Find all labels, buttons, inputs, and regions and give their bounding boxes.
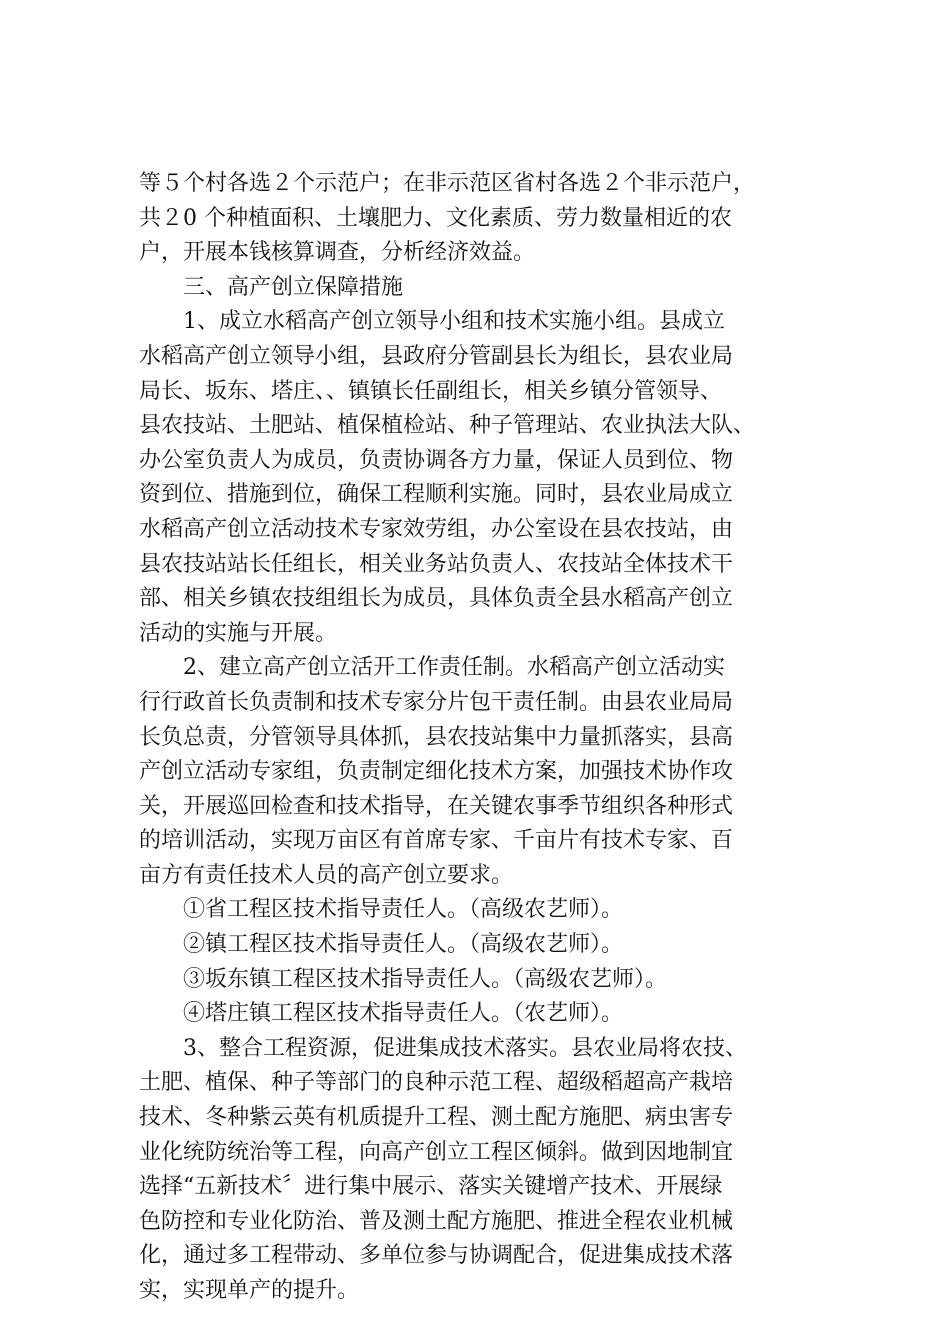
text-line: 县农技站、土肥站、植保植检站、种子管理站、农业执法大队、 — [139, 413, 756, 439]
text-line: 实，实现单产的提升。 — [139, 1278, 360, 1303]
text-line: 选择“五新技术〞进行集中展示、落实关键增产技术、开展绿 — [139, 1174, 723, 1200]
text-line: 化，通过多工程带动、多单位参与协调配合，促进集成技术落 — [139, 1243, 734, 1269]
text-line: 2、建立高产创立活开工作责任制。水稻高产创立活动实 — [183, 655, 725, 681]
text-line: 水稻高产创立活动技术专家效劳组，办公室设在县农技站，由 — [139, 516, 734, 542]
text-line: 1、成立水稻高产创立领导小组和技术实施小组。县成立 — [183, 309, 725, 335]
text-line: 色防控和专业化防治、普及测土配方施肥、推进全程农业机械 — [139, 1208, 734, 1234]
text-line: ②镇工程区技术指导责任人。（高级农艺师）。 — [183, 932, 624, 958]
text-line: 行行政首长负责制和技术专家分片包干责任制。由县农业局局 — [139, 689, 734, 715]
text-line: 共２0 个种植面积、土壤肥力、文化素质、劳力数量相近的农 — [139, 205, 732, 231]
text-line: ④塔庄镇工程区技术指导责任人。（农艺师）。 — [183, 1001, 624, 1027]
text-line: 三、高产创立保障措施 — [183, 274, 404, 300]
text-line: 的培训活动，实现万亩区有首席专家、千亩片有技术专家、百 — [139, 828, 734, 854]
text-line: ③坂东镇工程区技术指导责任人。（高级农艺师）。 — [183, 966, 668, 992]
text-line: 活动的实施与开展。 — [139, 620, 338, 646]
text-line: 户，开展本钱核算调查，分析经济效益。 — [139, 240, 536, 266]
text-line: 部、相关乡镇农技组组长为成员，具体负责全县水稻高产创立 — [139, 586, 734, 612]
text-line: 关，开展巡回检查和技术指导，在关键农事季节组织各种形式 — [139, 793, 734, 819]
text-line: ①省工程区技术指导责任人。（高级农艺师）。 — [183, 897, 624, 923]
text-line: 亩方有责任技术人员的高产创立要求。 — [139, 862, 514, 888]
text-line: 县农技站站长任组长，相关业务站负责人、农技站全体技术干 — [139, 551, 734, 577]
document-body — [139, 167, 839, 1309]
text-line: 资到位、措施到位，确保工程顺利实施。同时，县农业局成立 — [139, 482, 734, 508]
text-line: 土肥、植保、种子等部门的良种示范工程、超级稻超高产栽培 — [139, 1070, 734, 1096]
text-line: 等５个村各选２个示范户；在非示范区省村各选２个非示范户， — [139, 171, 756, 196]
text-line: 业化统防统治等工程，向高产创立工程区倾斜。做到因地制宜 — [139, 1139, 734, 1165]
text-line: 产创立活动专家组，负责制定细化技术方案，加强技术协作攻 — [139, 759, 734, 785]
text-line: 水稻高产创立领导小组，县政府分管副县长为组长，县农业局 — [139, 343, 734, 369]
text-line: 3、整合工程资源，促进集成技术落实。县农业局将农技、 — [183, 1035, 747, 1061]
text-line: 局长、坂东、塔庄、、镇镇长任副组长，相关乡镇分管领导、 — [139, 378, 723, 404]
text-line: 办公室负责人为成员，负责协调各方力量，保证人员到位、物 — [139, 447, 734, 473]
text-line: 技术、冬种紫云英有机质提升工程、测土配方施肥、病虫害专 — [139, 1105, 734, 1131]
text-line: 长负总责，分管领导具体抓，县农技站集中力量抓落实，县高 — [139, 724, 734, 750]
